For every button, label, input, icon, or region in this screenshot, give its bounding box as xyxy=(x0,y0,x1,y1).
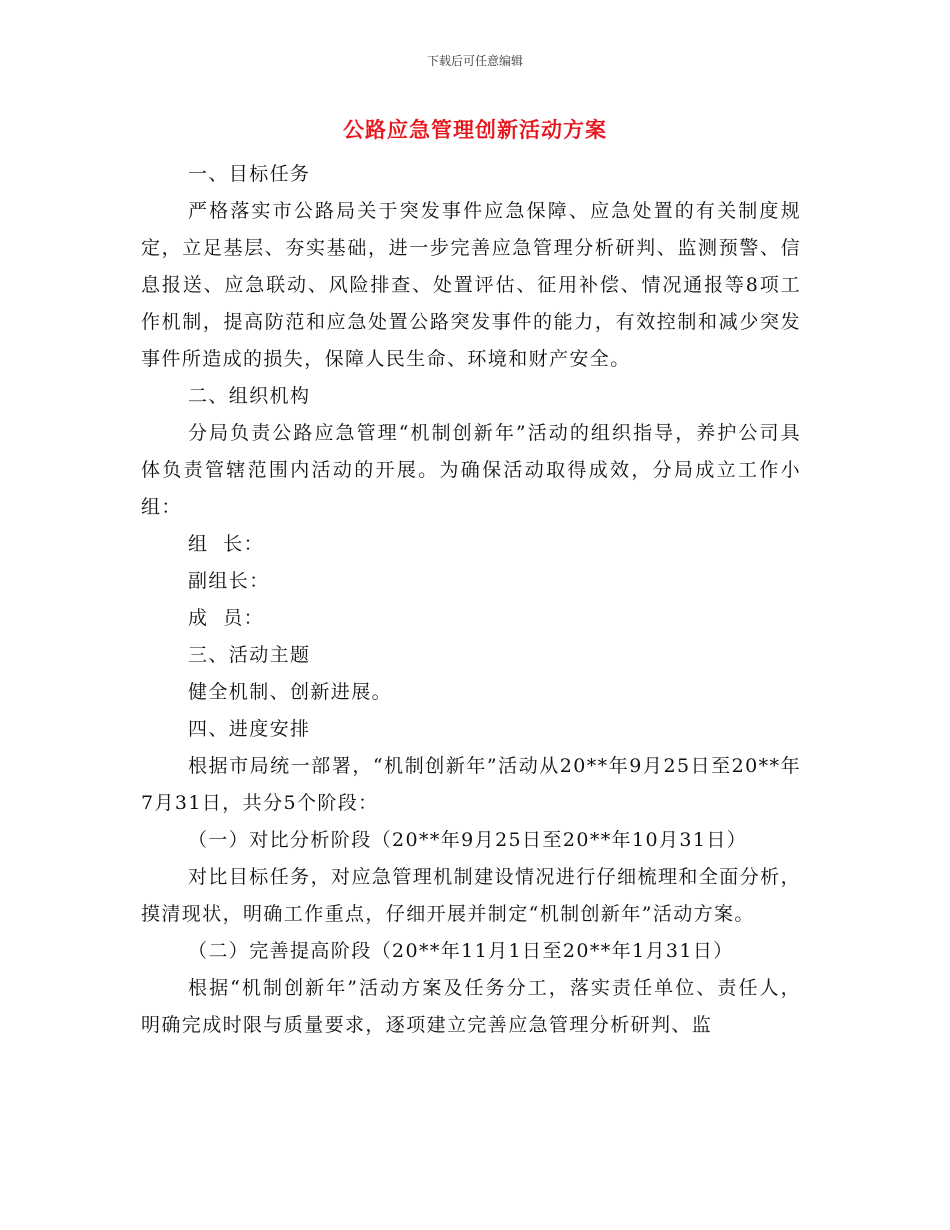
section-heading-theme: 三、活动主题 xyxy=(188,644,311,666)
deputy-leader-line: 副组长： xyxy=(188,570,270,592)
team-leader-line: 组 长： xyxy=(188,533,265,555)
paragraph-theme: 健全机制、创新进展。 xyxy=(188,681,393,703)
members-line: 成 员： xyxy=(188,607,265,629)
paragraph-goals: 严格落实市公路局关于突发事件应急保障、应急处置的有关制度规定，立足基层、夯实基础，进一步完善应急管理分析研判、监测预警、信息报送、应急联动、风险排查、处置评估、征用补偿、情况通报等8项工作机制，提高防范和应急处置公路突发事件的能力，有效控制和减少突发事件所造成的损失，保障人民生命、环境和财产安全。 xyxy=(141,200,801,370)
section-heading-organization: 二、组织机构 xyxy=(188,385,311,407)
document-title: 公路应急管理创新活动方案 xyxy=(343,117,607,142)
paragraph-stage-two: 根据“机制创新年”活动方案及任务分工，落实责任单位、责任人，明确完成时限与质量要求，逐项建立完善应急管理分析研判、监 xyxy=(141,977,801,1036)
section-heading-goals: 一、目标任务 xyxy=(188,163,311,185)
stage-one-heading: （一）对比分析阶段（20**年9月25日至20**年10月31日） xyxy=(188,829,748,851)
paragraph-organization: 分局负责公路应急管理“机制创新年”活动的组织指导，养护公司具体负责管辖范围内活动的开展。为确保活动取得成效，分局成立工作小组： xyxy=(141,422,801,518)
paragraph-schedule: 根据市局统一部署，“机制创新年”活动从20**年9月25日至20**年7月31日，共分5个阶段： xyxy=(141,755,801,814)
paragraph-stage-one: 对比目标任务，对应急管理机制建设情况进行仔细梳理和全面分析，摸清现状，明确工作重点，仔细开展并制定“机制创新年”活动方案。 xyxy=(141,866,801,925)
header-note: 下载后可任意编辑 xyxy=(426,54,523,68)
stage-two-heading: （二）完善提高阶段（20**年11月1日至20**年1月31日） xyxy=(188,940,734,962)
document-body xyxy=(141,156,801,1044)
section-heading-schedule: 四、进度安排 xyxy=(188,718,311,740)
